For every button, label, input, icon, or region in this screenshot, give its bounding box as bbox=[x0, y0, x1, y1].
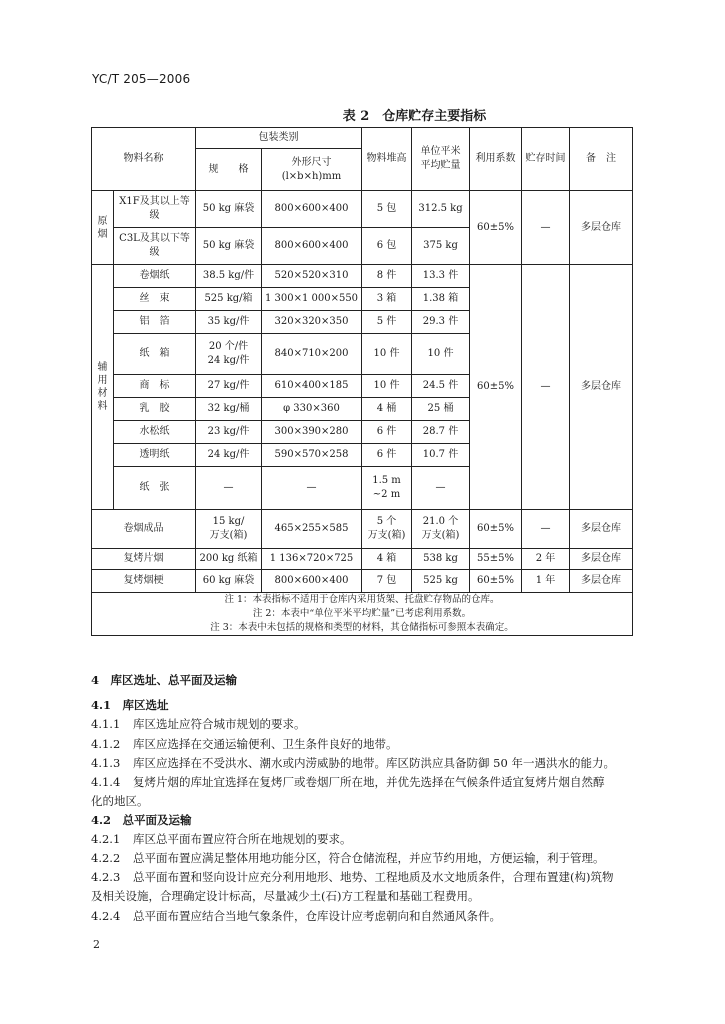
table-caption-text: 仓库贮存主要指标 bbox=[382, 109, 487, 124]
clause-4-2-1: 4.2.1 库区总平面布置应符合所在地规划的要求。 bbox=[91, 832, 352, 846]
row-period: — bbox=[522, 510, 570, 549]
table-note: 注 2：本表中“单位平米平均贮量”已考虑利用系数。 bbox=[252, 608, 472, 619]
row-name: 丝 束 bbox=[114, 288, 196, 311]
storage-index-table bbox=[91, 127, 633, 636]
row-store: 538 kg bbox=[412, 549, 470, 570]
row-name: 水松纸 bbox=[114, 421, 196, 444]
row-spec: 27 kg/件 bbox=[196, 375, 262, 398]
row-name: 铝 箔 bbox=[114, 311, 196, 334]
clause-4-2-3-cont: 及相关设施，合理确定设计标高，尽量减少土(石)方工程量和基础工程费用。 bbox=[91, 889, 480, 903]
header-util: 利用系数 bbox=[470, 128, 522, 191]
group-raw-tobacco: 原烟 bbox=[92, 191, 114, 265]
row-name: 纸 箱 bbox=[114, 334, 196, 375]
standard-number: YC/T 205—2006 bbox=[92, 72, 191, 86]
row-dims: 800×600×400 bbox=[262, 228, 362, 265]
clause-4-1-4-cont: 化的地区。 bbox=[91, 794, 149, 808]
page-number: 2 bbox=[93, 938, 100, 951]
row-spec: 200 kg 纸箱 bbox=[196, 549, 262, 570]
row-name: 商 标 bbox=[114, 375, 196, 398]
table-caption-no: 表 2 bbox=[342, 109, 370, 124]
header-period: 贮存时间 bbox=[522, 128, 570, 191]
row-spec: 20 个/件 24 kg/件 bbox=[196, 334, 262, 375]
raw-util: 60±5% bbox=[470, 191, 522, 265]
row-store: 21.0 个 万支(箱) bbox=[412, 510, 470, 549]
aux-remark: 多层仓库 bbox=[570, 265, 633, 510]
table-row bbox=[92, 549, 633, 570]
row-period: 1 年 bbox=[522, 570, 570, 593]
row-name: 复烤片烟 bbox=[92, 549, 196, 570]
row-name: 纸 张 bbox=[114, 467, 196, 510]
row-period: 2 年 bbox=[522, 549, 570, 570]
row-stack: 5 个 万支(箱) bbox=[362, 510, 412, 549]
row-dims: 300×390×280 bbox=[262, 421, 362, 444]
header-dims: 外形尺寸 (l×b×h)mm bbox=[262, 149, 362, 191]
table-caption bbox=[0, 105, 725, 124]
row-dims: 610×400×185 bbox=[262, 375, 362, 398]
row-store: 29.3 件 bbox=[412, 311, 470, 334]
row-name: 卷烟纸 bbox=[114, 265, 196, 288]
row-dims: 520×520×310 bbox=[262, 265, 362, 288]
row-util: 55±5% bbox=[470, 549, 522, 570]
row-stack: 8 件 bbox=[362, 265, 412, 288]
row-dims: 800×600×400 bbox=[262, 570, 362, 593]
row-name: 卷烟成品 bbox=[92, 510, 196, 549]
clause-4-1-1: 4.1.1 库区选址应符合城市规划的要求。 bbox=[91, 717, 306, 731]
aux-period: — bbox=[522, 265, 570, 510]
row-store: — bbox=[412, 467, 470, 510]
row-store: 28.7 件 bbox=[412, 421, 470, 444]
row-name: 透明纸 bbox=[114, 444, 196, 467]
row-store: 10 件 bbox=[412, 334, 470, 375]
table-row bbox=[92, 265, 633, 288]
row-stack: 10 件 bbox=[362, 334, 412, 375]
row-spec: 525 kg/箱 bbox=[196, 288, 262, 311]
table-notes bbox=[92, 593, 633, 636]
row-stack: 6 件 bbox=[362, 444, 412, 467]
row-stack: 5 件 bbox=[362, 311, 412, 334]
table-note: 注 3：本表中未包括的规格和类型的材料，其仓储指标可参照本表确定。 bbox=[210, 622, 514, 633]
row-name: 复烤烟梗 bbox=[92, 570, 196, 593]
row-dims: — bbox=[262, 467, 362, 510]
clause-4-2-3: 4.2.3 总平面布置和竖向设计应充分利用地形、地势、工程地质及水文地质条件，合理布置建(构)筑物 bbox=[91, 870, 614, 884]
clause-4-1-3: 4.1.3 库区应选择在不受洪水、潮水或内涝威胁的地带。库区防洪应具备防御 50 年一遇洪水的能力。 bbox=[91, 756, 615, 770]
row-spec: 35 kg/件 bbox=[196, 311, 262, 334]
clause-4-1-2: 4.1.2 库区应选择在交通运输便利、卫生条件良好的地带。 bbox=[91, 737, 398, 751]
table-header-row bbox=[92, 128, 633, 149]
row-store: 13.3 件 bbox=[412, 265, 470, 288]
row-spec: 23 kg/件 bbox=[196, 421, 262, 444]
row-stack: 1.5 m ~2 m bbox=[362, 467, 412, 510]
row-store: 525 kg bbox=[412, 570, 470, 593]
aux-util: 60±5% bbox=[470, 265, 522, 510]
row-dims: 465×255×585 bbox=[262, 510, 362, 549]
table-row bbox=[92, 191, 633, 228]
row-stack: 4 桶 bbox=[362, 398, 412, 421]
header-spec: 规 格 bbox=[196, 149, 262, 191]
row-spec: 50 kg 麻袋 bbox=[196, 228, 262, 265]
table-row bbox=[92, 510, 633, 549]
row-remark: 多层仓库 bbox=[570, 570, 633, 593]
row-dims: 1 300×1 000×550 bbox=[262, 288, 362, 311]
row-dims: 590×570×258 bbox=[262, 444, 362, 467]
table-row bbox=[92, 570, 633, 593]
row-dims: 320×320×350 bbox=[262, 311, 362, 334]
row-spec: 24 kg/件 bbox=[196, 444, 262, 467]
row-store: 24.5 件 bbox=[412, 375, 470, 398]
clause-4-1-4: 4.1.4 复烤片烟的库址宜选择在复烤厂或卷烟厂所在地，并优先选择在气候条件适宜复烤片烟自然醇 bbox=[91, 775, 605, 789]
group-aux-materials: 辅用材料 bbox=[92, 265, 114, 510]
section-4-heading: 4 库区选址、总平面及运输 bbox=[91, 673, 238, 687]
section-4-2-heading: 4.2 总平面及运输 bbox=[91, 813, 192, 827]
row-remark: 多层仓库 bbox=[570, 510, 633, 549]
row-dims: φ 330×360 bbox=[262, 398, 362, 421]
row-spec: — bbox=[196, 467, 262, 510]
row-stack: 6 件 bbox=[362, 421, 412, 444]
raw-period: — bbox=[522, 191, 570, 265]
header-package-type: 包装类别 bbox=[196, 128, 362, 149]
row-spec: 60 kg 麻袋 bbox=[196, 570, 262, 593]
raw-remark: 多层仓库 bbox=[570, 191, 633, 265]
row-remark: 多层仓库 bbox=[570, 549, 633, 570]
section-4-1-heading: 4.1 库区选址 bbox=[91, 698, 169, 712]
row-name: X1F及其以上等级 bbox=[114, 191, 196, 228]
row-util: 60±5% bbox=[470, 510, 522, 549]
header-unit-store: 单位平米 平均贮量 bbox=[412, 128, 470, 191]
row-store: 375 kg bbox=[412, 228, 470, 265]
row-spec: 38.5 kg/件 bbox=[196, 265, 262, 288]
table-note: 注 1：本表指标不适用于仓库内采用货架、托盘贮存物品的仓库。 bbox=[224, 594, 500, 605]
row-spec: 50 kg 麻袋 bbox=[196, 191, 262, 228]
row-stack: 6 包 bbox=[362, 228, 412, 265]
clause-4-2-4: 4.2.4 总平面布置应结合当地气象条件，仓库设计应考虑朝向和自然通风条件。 bbox=[91, 909, 501, 923]
row-store: 1.38 箱 bbox=[412, 288, 470, 311]
row-name: C3L及其以下等级 bbox=[114, 228, 196, 265]
clause-4-2-2: 4.2.2 总平面布置应满足整体用地功能分区，符合仓储流程，并应节约用地，方便运输，利于管理。 bbox=[91, 851, 605, 865]
row-dims: 800×600×400 bbox=[262, 191, 362, 228]
header-material: 物料名称 bbox=[92, 128, 196, 191]
row-dims: 1 136×720×725 bbox=[262, 549, 362, 570]
row-util: 60±5% bbox=[470, 570, 522, 593]
row-stack: 7 包 bbox=[362, 570, 412, 593]
header-remark: 备 注 bbox=[570, 128, 633, 191]
header-stack: 物料堆高 bbox=[362, 128, 412, 191]
row-stack: 10 件 bbox=[362, 375, 412, 398]
row-stack: 4 箱 bbox=[362, 549, 412, 570]
row-name: 乳 胶 bbox=[114, 398, 196, 421]
row-store: 25 桶 bbox=[412, 398, 470, 421]
row-stack: 5 包 bbox=[362, 191, 412, 228]
row-spec: 15 kg/ 万支(箱) bbox=[196, 510, 262, 549]
row-store: 312.5 kg bbox=[412, 191, 470, 228]
row-spec: 32 kg/桶 bbox=[196, 398, 262, 421]
row-dims: 840×710×200 bbox=[262, 334, 362, 375]
row-store: 10.7 件 bbox=[412, 444, 470, 467]
row-stack: 3 箱 bbox=[362, 288, 412, 311]
